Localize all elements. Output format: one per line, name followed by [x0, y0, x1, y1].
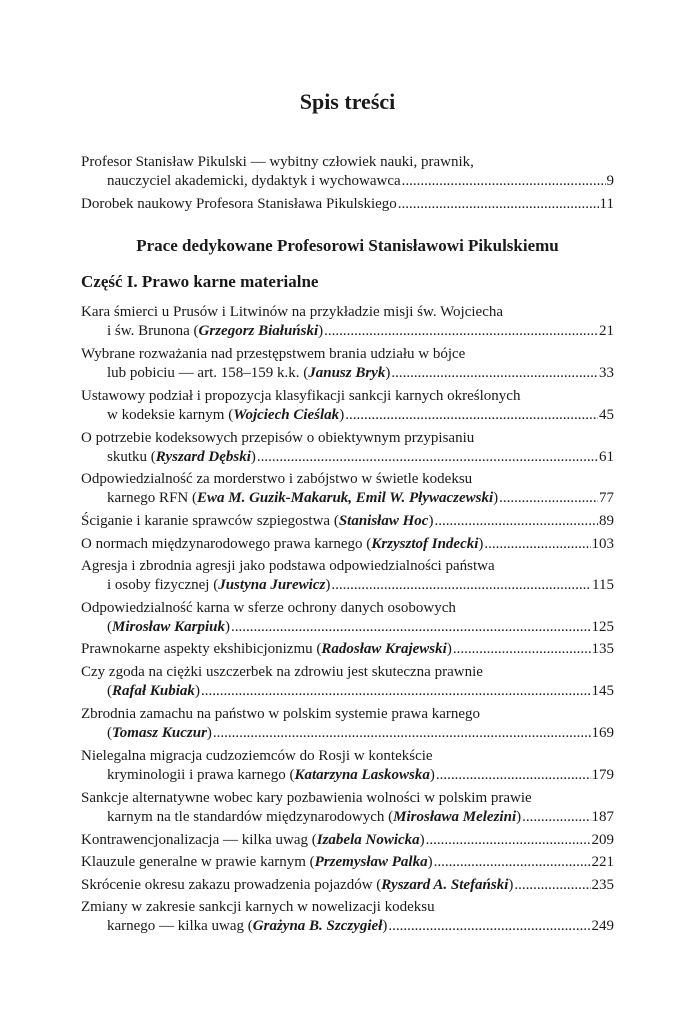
- entry-title-line: Kara śmierci u Prusów i Litwinów na przykładzie misji św. Wojciecha: [81, 304, 504, 320]
- entry-author: Grażyna B. Szczygieł: [252, 918, 383, 934]
- entry-author: Mirosław Karpiuk: [112, 619, 225, 635]
- part-heading: Część I. Prawo karne materialne: [81, 272, 319, 291]
- toc-entry: [81, 303, 614, 341]
- dot-leader: [484, 535, 590, 554]
- page-number: 21: [599, 323, 614, 339]
- entry-author: Mirosława Melezini: [393, 809, 517, 825]
- dot-leader: [402, 172, 606, 191]
- dot-leader: [398, 195, 599, 214]
- page-number: 125: [591, 619, 614, 635]
- page-number: 209: [591, 832, 614, 848]
- entry-title-cont: i osoby fizycznej (Justyna Jurewicz): [107, 577, 331, 593]
- toc-entry: [81, 663, 614, 701]
- entry-author: Ryszard A. Stefański: [381, 877, 509, 893]
- toc-entry: [81, 898, 614, 936]
- entry-title-line: Odpowiedzialność karna w sferze ochrony danych osobowych: [81, 600, 456, 616]
- entry-title-cont: lub pobiciu — art. 158–159 k.k. (Janusz Bryk): [107, 365, 391, 381]
- toc-entry-intro-1: [81, 153, 614, 191]
- entry-title: Kontrawencjonalizacja — kilka uwag (Izabela Nowicka): [81, 832, 425, 848]
- dot-leader: [426, 831, 591, 850]
- entry-title: Prawnokarne aspekty ekshibicjonizmu (Radosław Krajewski): [81, 641, 452, 657]
- entry-author: Przemysław Palka: [314, 854, 428, 870]
- toc-entry: [81, 876, 614, 895]
- dot-leader: [434, 512, 598, 531]
- page-number: 135: [591, 641, 614, 657]
- entry-author: Wojciech Cieślak: [233, 407, 340, 423]
- dot-leader: [331, 576, 591, 595]
- dot-leader: [499, 489, 598, 508]
- page-number: 89: [599, 513, 614, 529]
- section-heading: Prace dedykowane Profesorowi Stanisławowi Pikulskiemu: [136, 236, 559, 255]
- toc-entry: [81, 557, 614, 595]
- dot-leader: [231, 618, 591, 637]
- toc-entry: [81, 512, 614, 531]
- toc-entry: [81, 831, 614, 850]
- page-title: Spis treści: [299, 89, 396, 114]
- entry-title-cont: i św. Brunona (Grzegorz Białuński): [107, 323, 324, 339]
- dot-leader: [522, 808, 590, 827]
- entry-title-cont: (Tomasz Kuczur): [107, 725, 212, 741]
- toc-entry: [81, 470, 614, 508]
- toc-entry: [81, 705, 614, 743]
- toc-entry: [81, 429, 614, 467]
- dot-leader: [453, 640, 591, 659]
- entry-title-cont: (Rafał Kubiak): [107, 683, 200, 699]
- dot-leader: [201, 682, 591, 701]
- entry-author: Radosław Krajewski: [321, 641, 447, 657]
- entry-author: Rafał Kubiak: [112, 683, 195, 699]
- page-number: 179: [591, 767, 614, 783]
- page-number: 103: [591, 536, 614, 552]
- entry-title: O normach międzynarodowego prawa karnego (Krzysztof Indecki): [81, 536, 484, 552]
- toc-entry: [81, 789, 614, 827]
- page-number: 77: [599, 490, 614, 506]
- page-number: 115: [592, 577, 614, 593]
- entry-author: Katarzyna Laskowska: [294, 767, 430, 783]
- entry-title-line: Sankcje alternatywne wobec kary pozbawienia wolności w polskim prawie: [81, 790, 532, 806]
- page-number: 61: [599, 449, 614, 465]
- dot-leader: [514, 876, 590, 895]
- page-number: 145: [591, 683, 614, 699]
- toc-entry: [81, 640, 614, 659]
- entry-title-cont: kryminologii i prawa karnego (Katarzyna Laskowska): [107, 767, 435, 783]
- entry-title-cont: (Mirosław Karpiuk): [107, 619, 230, 635]
- dot-leader: [391, 364, 598, 383]
- page-number: 221: [591, 854, 614, 870]
- entry-author: Janusz Bryk: [308, 365, 386, 381]
- entry-title-cont: w kodeksie karnym (Wojciech Cieślak): [107, 407, 345, 423]
- entry-title-line: Agresja i zbrodnia agresji jako podstawa odpowiedzialności państwa: [81, 558, 495, 574]
- entry-author: Justyna Jurewicz: [218, 577, 326, 593]
- entry-title-line: Nielegalna migracja cudzoziemców do Rosji w kontekście: [81, 748, 433, 764]
- entry-title-cont: skutku (Ryszard Dębski): [107, 449, 256, 465]
- toc-entry: [81, 853, 614, 872]
- entry-title-line: Ustawowy podział i propozycja klasyfikacji sankcji karnych określonych: [81, 388, 521, 404]
- dot-leader: [324, 322, 598, 341]
- entry-title-line: Wybrane rozważania nad przestępstwem brania udziału w bójce: [81, 346, 466, 362]
- page-number: 11: [599, 196, 614, 212]
- entry-title-line: Zbrodnia zamachu na państwo w polskim systemie prawa karnego: [81, 706, 481, 722]
- dot-leader: [345, 406, 598, 425]
- entry-title-line: Czy zgoda na ciężki uszczerbek na zdrowiu jest skuteczna prawnie: [81, 664, 483, 680]
- page-number: 169: [591, 725, 614, 741]
- entry-author: Stanisław Hoc: [338, 513, 429, 529]
- entry-title: Klauzule generalne w prawie karnym (Przemysław Palka): [81, 854, 433, 870]
- entry-author: Krzysztof Indecki: [371, 536, 479, 552]
- dot-leader: [257, 448, 598, 467]
- entry-author: Ewa M. Guzik-Makaruk, Emil W. Pływaczewski: [197, 490, 494, 506]
- entry-author: Ryszard Dębski: [155, 449, 251, 465]
- entry-author: Grzegorz Białuński: [198, 323, 319, 339]
- entry-title-line: O potrzebie kodeksowych przepisów o obiektywnym przypisaniu: [81, 430, 475, 446]
- toc-entry: [81, 387, 614, 425]
- toc-entry: [81, 747, 614, 785]
- page-number: 9: [606, 173, 614, 189]
- dot-leader: [388, 917, 590, 936]
- toc-entry: [81, 599, 614, 637]
- page-number: 235: [591, 877, 614, 893]
- toc-entry: [81, 535, 614, 554]
- toc-entry: [81, 345, 614, 383]
- entry-title-line: Profesor Stanisław Pikulski — wybitny człowiek nauki, prawnik,: [81, 154, 474, 170]
- entry-title-cont: karnym na tle standardów międzynarodowych (Mirosława Melezini): [107, 809, 522, 825]
- dot-leader: [436, 766, 591, 785]
- page-number: 187: [591, 809, 614, 825]
- entry-author: Tomasz Kuczur: [112, 725, 207, 741]
- entry-title: Skrócenie okresu zakazu prowadzenia pojazdów (Ryszard A. Stefański): [81, 877, 514, 893]
- entry-title-cont: karnego — kilka uwag (Grażyna B. Szczygieł): [107, 918, 388, 934]
- entry-author: Izabela Nowicka: [316, 832, 420, 848]
- entry-title: Ściganie i karanie sprawców szpiegostwa (Stanisław Hoc): [81, 513, 434, 529]
- dot-leader: [434, 853, 591, 872]
- entry-title-line: Odpowiedzialność za morderstwo i zabójstwo w świetle kodeksu: [81, 471, 473, 487]
- entry-title-line: Zmiany w zakresie sankcji karnych w nowelizacji kodeksu: [81, 899, 435, 915]
- page-number: 33: [599, 365, 614, 381]
- entry-title-cont: nauczyciel akademicki, dydaktyk i wychowawca: [107, 173, 401, 189]
- toc-entry-intro-2: [81, 195, 614, 214]
- page-number: 249: [591, 918, 614, 934]
- dot-leader: [213, 724, 591, 743]
- entry-title: Dorobek naukowy Profesora Stanisława Pikulskiego: [81, 196, 397, 212]
- page-number: 45: [599, 407, 614, 423]
- entry-title-cont: karnego RFN (Ewa M. Guzik-Makaruk, Emil W. Pływaczewski): [107, 490, 499, 506]
